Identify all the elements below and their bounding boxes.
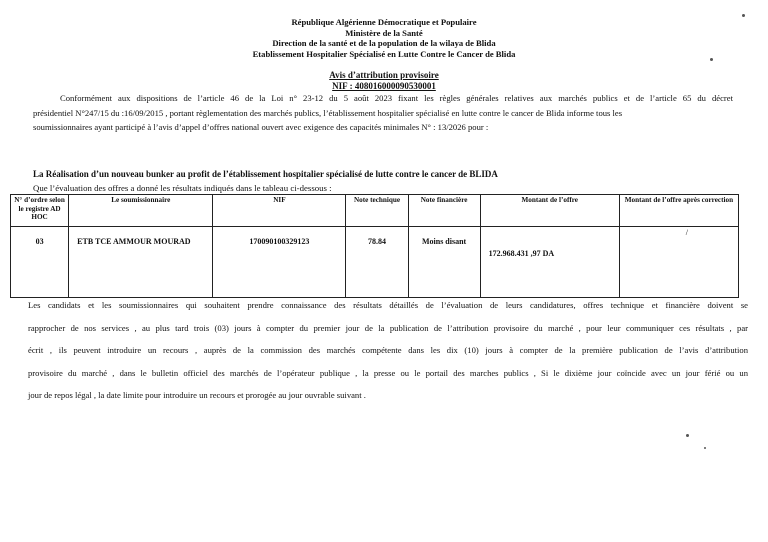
- cell-nif: 170090100329123: [213, 227, 346, 298]
- table-row: [11, 227, 739, 298]
- cell-ordre: 03: [11, 227, 69, 298]
- intro-text: [33, 91, 733, 135]
- scan-speck: [686, 434, 689, 437]
- scan-speck: [742, 14, 745, 17]
- intro-line: présidentiel N°247/15 du :16/09/2015 , portant règlementation des marchés publics, l’établissement hospitalier spécialisé en lutte contre le cancer de Blida informe tous les: [33, 107, 623, 118]
- col-note-financiere: Note financière: [408, 195, 480, 227]
- intro-line: soumissionnaires ayant participé à l’avis d’appel d’offres national ouvert avec exigence des capacités minimales N° : 13/2026 pour :: [33, 122, 489, 133]
- cell-montant-corrige: /: [619, 227, 738, 298]
- col-nif: NIF: [213, 195, 346, 227]
- results-table: [10, 194, 739, 298]
- scan-speck: [710, 58, 713, 61]
- cell-montant: 172.968.431 ,97 DA: [480, 227, 619, 298]
- col-montant-corrige: Montant de l’offre après correction: [619, 195, 738, 227]
- tender-object: La Réalisation d’un nouveau bunker au profit de l’établissement hospitalier spécialisé de lutte contre le cancer de BLIDA: [33, 169, 498, 179]
- col-soumissionnaire: Le soumissionnaire: [69, 195, 213, 227]
- cell-note-technique: 78.84: [346, 227, 408, 298]
- paragraph-line: jour de repos légal , la date limite pour introduire un recours et prorogée au jour ouvrable suivant .: [28, 390, 366, 401]
- notice-title: [0, 70, 768, 91]
- col-note-technique: Note technique: [346, 195, 408, 227]
- cell-soumissionnaire: ETB TCE AMMOUR MOURAD: [69, 227, 213, 298]
- letterhead: [0, 17, 768, 59]
- col-montant: Montant de l’offre: [480, 195, 619, 227]
- scan-speck: [704, 447, 706, 449]
- col-ordre: N° d’ordre selon le registre AD HOC: [11, 195, 69, 227]
- cell-note-financiere: Moins disant: [408, 227, 480, 298]
- header-ministry: Ministère de la Santé: [345, 27, 423, 38]
- paragraph-line: écrit , ils peuvent introduire un recours , auprès de la commission des marchés compétente dans les dix (10) jours à compter de la première publication de l’avis d’attribution: [28, 345, 748, 356]
- table-header-row: [11, 195, 739, 227]
- header-republic: République Algérienne Démocratique et Populaire: [291, 17, 477, 27]
- notice-heading: Avis d’attribution provisoire: [329, 70, 439, 80]
- recours-paragraph: [28, 294, 748, 407]
- notice-nif: NIF : 408016000090530001: [332, 80, 436, 91]
- header-establishment: Etablissement Hospitalier Spécialisé en Lutte Contre le Cancer de Blida: [252, 48, 516, 59]
- paragraph-line: rapprocher de nos services , au plus tard trois (03) jours à compter du premier jour de la publication de l’attribution provisoire du marché , pour leur communiquer ces résultats , par: [28, 322, 748, 333]
- paragraph-line: Les candidats et les soumissionnaires qui souhaitent prendre connaissance des résultats détaillés de l’évaluation de leurs candidatures, offres technique et financière doivent se: [28, 300, 748, 310]
- intro-line: Conformément aux dispositions de l’article 46 de la Loi n° 23-12 du 5 août 2023 fixant les règles générales relatives aux marchés publics et de l’article 65 du décret: [60, 93, 733, 103]
- table-intro: Que l’évaluation des offres a donné les résultats indiqués dans le tableau ci-dessous :: [33, 183, 332, 193]
- header-direction: Direction de la santé et de la population de la wilaya de Blida: [272, 38, 496, 48]
- paragraph-line: provisoire du marché , dans le bulletin officiel des marchés de l’opérateur publique , la presse ou le portail des marches publics , Si le dixième jour coïncide avec un jour férié ou un: [28, 367, 748, 378]
